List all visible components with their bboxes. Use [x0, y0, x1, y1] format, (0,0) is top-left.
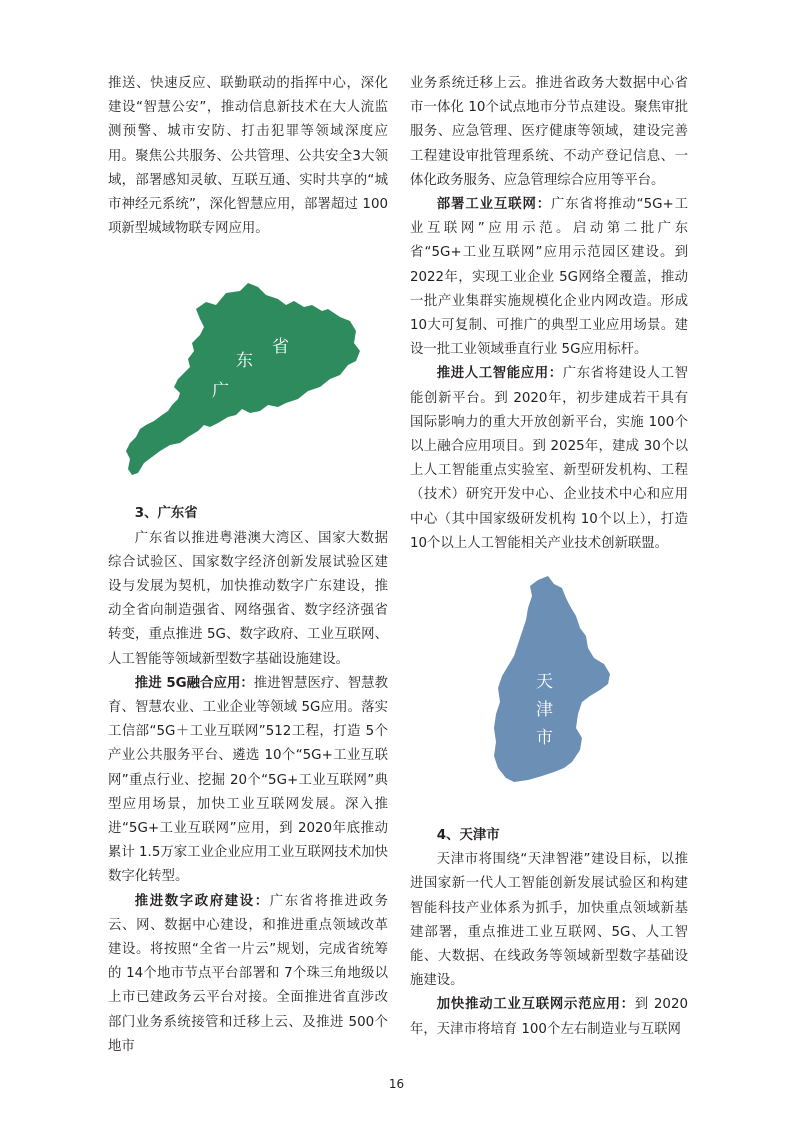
guangdong-label-char-0: 广 — [212, 381, 229, 402]
body-ai-application: 广东省将建设人工智能创新平台。到 2020年，初步建成若干具有国际影响力的重大开放创新平台，实施 100个以上融合应用项目。到 2025年，建成 30个以上人工智能重点实验室、新型研发机构、工程（技术）研究开发中心、企业技术中心和应用中心（其中国家级研发机构 10个以上），打造 10个以上人工智能相关产业技术创新联盟。 — [410, 366, 689, 551]
tianjin-map — [410, 572, 688, 802]
section-heading-tianjin: 4、天津市 — [436, 828, 500, 844]
body-industrial-internet-demo: 到 2020年，天津市将培育 100个左右制造业与互联网 — [410, 997, 688, 1037]
paragraph-industrial-internet — [410, 193, 688, 362]
body-industrial-internet: 广东省将推动“5G+工业互联网”应用示范。启动第二批广东省“5G+工业互联网”应用示范园区建设。到 2022年，实现工业企业 5G网络全覆盖，推动一批产业集群实施规模化企业内网改造。形成 10大可复制、可推广的典型工业应用场景。建设一批工业领域垂直行业 5G应用标杆。 — [410, 197, 689, 358]
lead-digital-government: 推进数字政府建设： — [134, 893, 270, 909]
lead-ai-application: 推进人工智能应用： — [436, 366, 563, 382]
tianjin-label-char-0: 天 — [536, 672, 553, 693]
lead-industrial-internet: 部署工业互联网： — [436, 197, 552, 213]
guangdong-map — [108, 247, 388, 497]
page-number: 16 — [388, 1077, 405, 1091]
paragraph-cloud-migration: 业务系统迁移上云。推进省政务大数据中心省市一体化 10个试点地市分节点建设。聚焦审批服务、应急管理、医疗健康等领域，建设完善工程建设审批管理系统、不动产登记信息、一体化政务服务、应急管理综合应用等平台。 — [410, 76, 688, 188]
section-heading-guangdong: 3、广东省 — [134, 506, 198, 522]
paragraph-tianjin-intro: 天津市将围绕“天津智港”建设目标，以推进国家新一代人工智能创新发展试验区和构建智能科技产业体系为抓手，加快重点领域新基建部署，重点推进工业互联网、5G、人工智能、大数据、在线政务等领域新型数字基础设施建设。 — [410, 852, 688, 989]
lead-5g-application: 推进 5G融合应用： — [134, 675, 254, 691]
paragraph-ai-application — [410, 362, 688, 556]
lead-industrial-internet-demo: 加快推动工业互联网示范应用： — [436, 997, 635, 1013]
paragraph-smart-police: 推送、快速反应、联勤联动的指挥中心，深化建设“智慧公安”，推动信息新技术在大人流监测预警、城市安防、打击犯罪等领域深度应用。聚焦公共服务、公共管理、公共安全3大领域，部署感知灵敏、互联互通、实时共享的“城市神经元系统”，深化智慧应用，部署超过 100项新型城域物联专网应用。 — [108, 76, 388, 237]
tianjin-label-char-1: 津 — [536, 700, 553, 721]
paragraph-digital-government — [108, 890, 388, 1059]
body-digital-government: 广东省将推进政务云、网、数据中心建设，和推进重点领域改革建设。将按照“全省一片云”规划，完成省统筹的 14个地市节点平台部署和 7个珠三角地级以上市已建政务云平台对接。全面推进省直涉改部门业务系统接管和迁移上云、及推进 500个地市 — [108, 893, 389, 1054]
guangdong-region — [126, 283, 360, 475]
right-column — [410, 72, 688, 1042]
guangdong-label-char-2: 省 — [272, 337, 289, 358]
tianjin-label-char-2: 市 — [536, 728, 553, 749]
paragraph-5g-application — [108, 672, 388, 890]
paragraph-industrial-internet-demo — [410, 993, 688, 1041]
paragraph-guangdong-intro: 广东省以推进粤港澳大湾区、国家大数据综合试验区、国家数字经济创新发展试验区建设与发展为契机，加快推动数字广东建设，推动全省向制造强省、网络强省、数字经济强省转变，重点推进 5G、数字政府、工业互联网、人工智能等领域新型数字基础设施建设。 — [108, 530, 388, 667]
left-column — [108, 72, 388, 1059]
body-5g-application: 推进智慧医疗、智慧教育、智慧农业、工业企业等领域 5G应用。落实工信部“5G＋工业互联网”512工程，打造 5个产业公共服务平台、遴选 10个“5G+工业互联网”重点行业、挖掘 20个“5G+工业互联网”典型应用场景，加快工业互联网发展。深入推进“5G+工业互联网”应用，到 2020年底推动累计 1.5万家工业企业应用工业互联网技术加快数字化转型。 — [108, 675, 388, 885]
guangdong-label-char-1: 东 — [236, 351, 253, 372]
